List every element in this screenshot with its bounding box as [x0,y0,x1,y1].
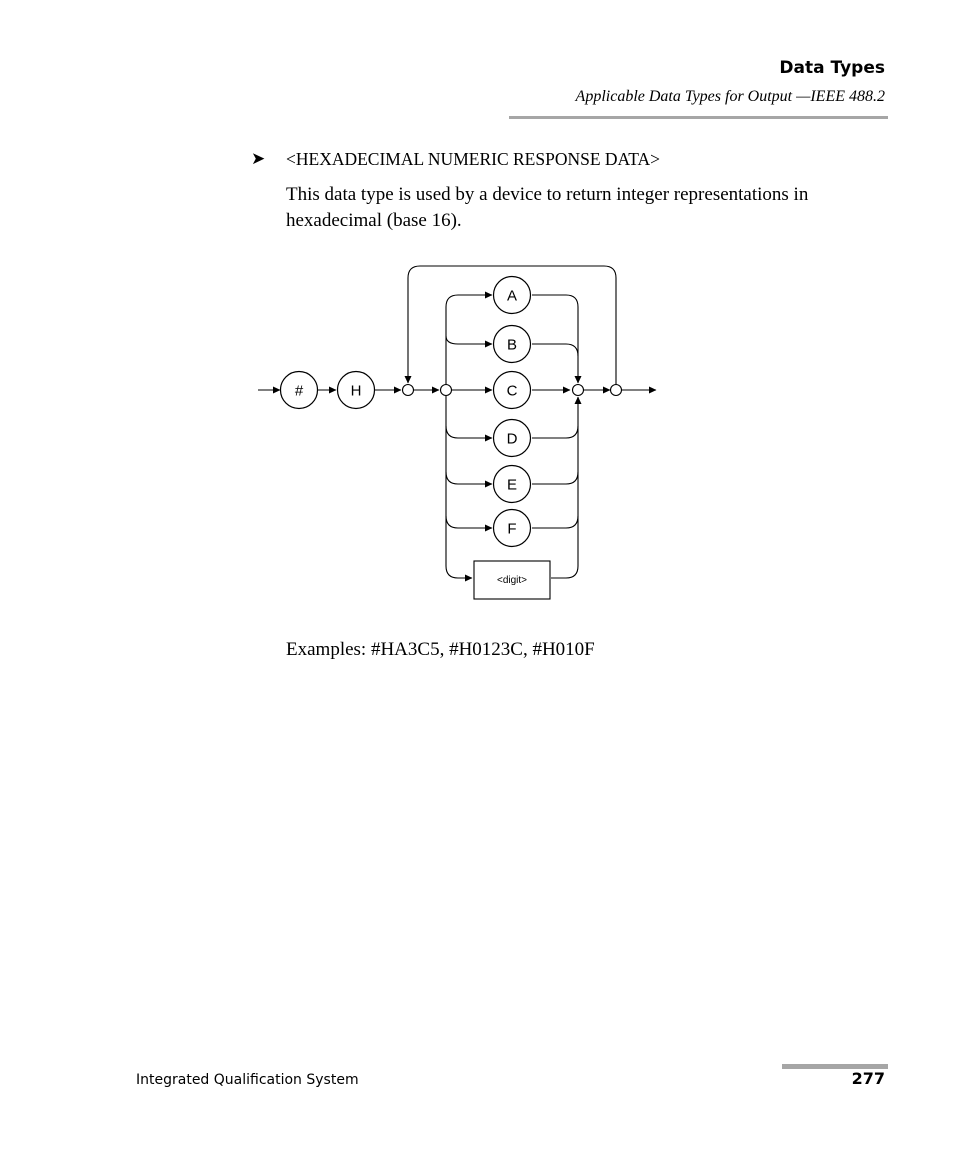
bullet-arrow-icon: ➤ [251,149,266,169]
merge-line-f [532,516,578,528]
terminal-b-label: B [506,336,518,354]
data-type-description: This data type is used by a device to return integer representations in hexadecimal (base 16). [286,184,809,231]
merge-line-a [532,295,578,383]
terminal-e-label: E [506,476,518,494]
merge-line-d [532,426,578,438]
data-type-title: <HEXADECIMAL NUMERIC RESPONSE DATA> [286,149,661,169]
branch-line-digit [446,396,472,578]
section-header-title: Data Types [779,58,885,78]
terminal-hash-label: # [294,382,304,400]
branch-line-e [446,472,492,484]
footer-product-name: Integrated Qualification System [136,1072,359,1088]
terminal-f-label: F [507,520,517,538]
page-number: 277 [851,1069,885,1088]
section-header-subtitle: Applicable Data Types for Output —IEEE 488.2 [575,88,885,105]
branch-line-b [446,336,492,344]
junction-node [611,385,622,396]
merge-line-e [532,472,578,484]
branch-line-d [446,426,492,438]
junction-node [573,385,584,396]
branch-line-f [446,516,492,528]
nonterminal-digit-label: <digit> [496,575,528,586]
junction-node [403,385,414,396]
terminal-d-label: D [506,430,518,448]
syntax-diagram [250,258,670,608]
header-rule [509,116,888,119]
merge-line-b [532,344,578,356]
terminal-h-label: H [350,382,362,400]
junction-node [441,385,452,396]
terminal-c-label: C [506,382,518,400]
branch-line-a [446,295,492,384]
merge-line-digit [551,397,578,578]
examples-text: Examples: #HA3C5, #H0123C, #H010F [286,639,595,660]
terminal-a-label: A [506,287,518,305]
